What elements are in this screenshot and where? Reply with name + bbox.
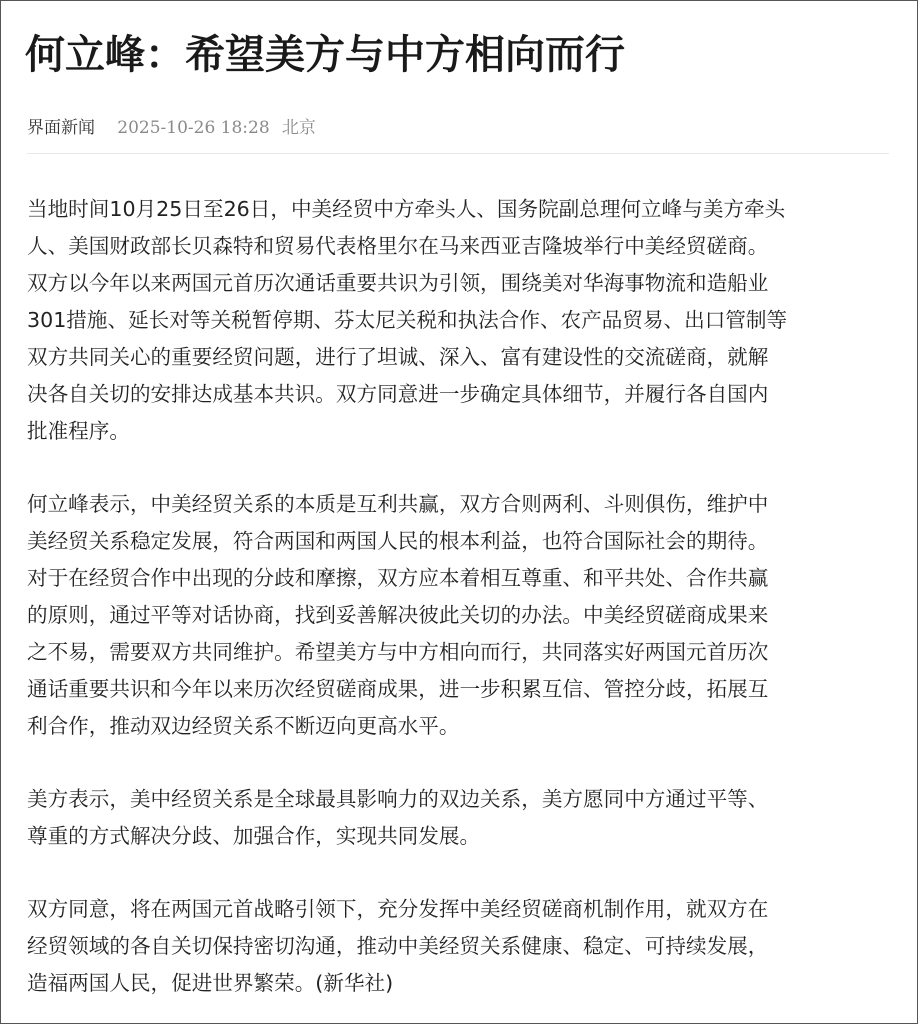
article-title: 何立峰：希望美方与中方相向而行 — [25, 32, 625, 78]
article-paragraph-2: 何立峰表示，中美经贸关系的本质是互利共赢，双方合则两利、斗则俱伤，维护中 美经贸关系稳定发展，符合两国和两国人民的根本利益，也符合国际社会的期待。 对于在经贸合作中出现的分歧和摩擦，双方应本着相互尊重、和平共处、合作共赢 的原则，通过平等对话协商，找到妥善解决彼此关切的办法。中美经贸磋商成果来 之不易，需要双方共同维护。希望美方与中方相向而行，共同落实好两国元首历次 通话重要共识和今年以来历次经贸磋商成果，进一步积累互信、管控分歧，拓展互 利合作，推动双边经贸关系不断迈向更高水平。 — [27, 492, 769, 738]
publish-location: 北京 — [281, 118, 316, 138]
publish-datetime: 2025-10-26 18:28 — [117, 118, 270, 138]
article-meta — [27, 115, 316, 141]
header-divider — [27, 153, 889, 154]
article-paragraph-3: 美方表示，美中经贸关系是全球最具影响力的双边关系，美方愿同中方通过平等、 尊重的方式解决分歧、加强合作，实现共同发展。 — [27, 787, 769, 848]
article-paragraph-1: 当地时间10月25日至26日，中美经贸中方牵头人、国务院副总理何立峰与美方牵头 人、美国财政部长贝森特和贸易代表格里尔在马来西亚吉隆坡举行中美经贸磋商。 双方以今年以来两国元首历次通话重要共识为引领，围绕美对华海事物流和造船业 301措施、延长对等关税暂停期、芬太尼关税和执法合作、农产品贸易、出口管制等 双方共同关心的重要经贸问题，进行了坦诚、深入、富有建设性的交流磋商，就解 决各自关切的安排达成基本共识。双方同意进一步确定具体细节，并履行各自国内 批准程序。 — [27, 197, 788, 443]
article-paragraph-4: 双方同意，将在两国元首战略引领下，充分发挥中美经贸磋商机制作用，就双方在 经贸领域的各自关切保持密切沟通，推动中美经贸关系健康、稳定、可持续发展， 造福两国人民，促进世界繁荣。(新华社) — [27, 897, 769, 995]
article-body — [27, 191, 893, 1024]
source-name[interactable]: 界面新闻 — [27, 118, 95, 138]
